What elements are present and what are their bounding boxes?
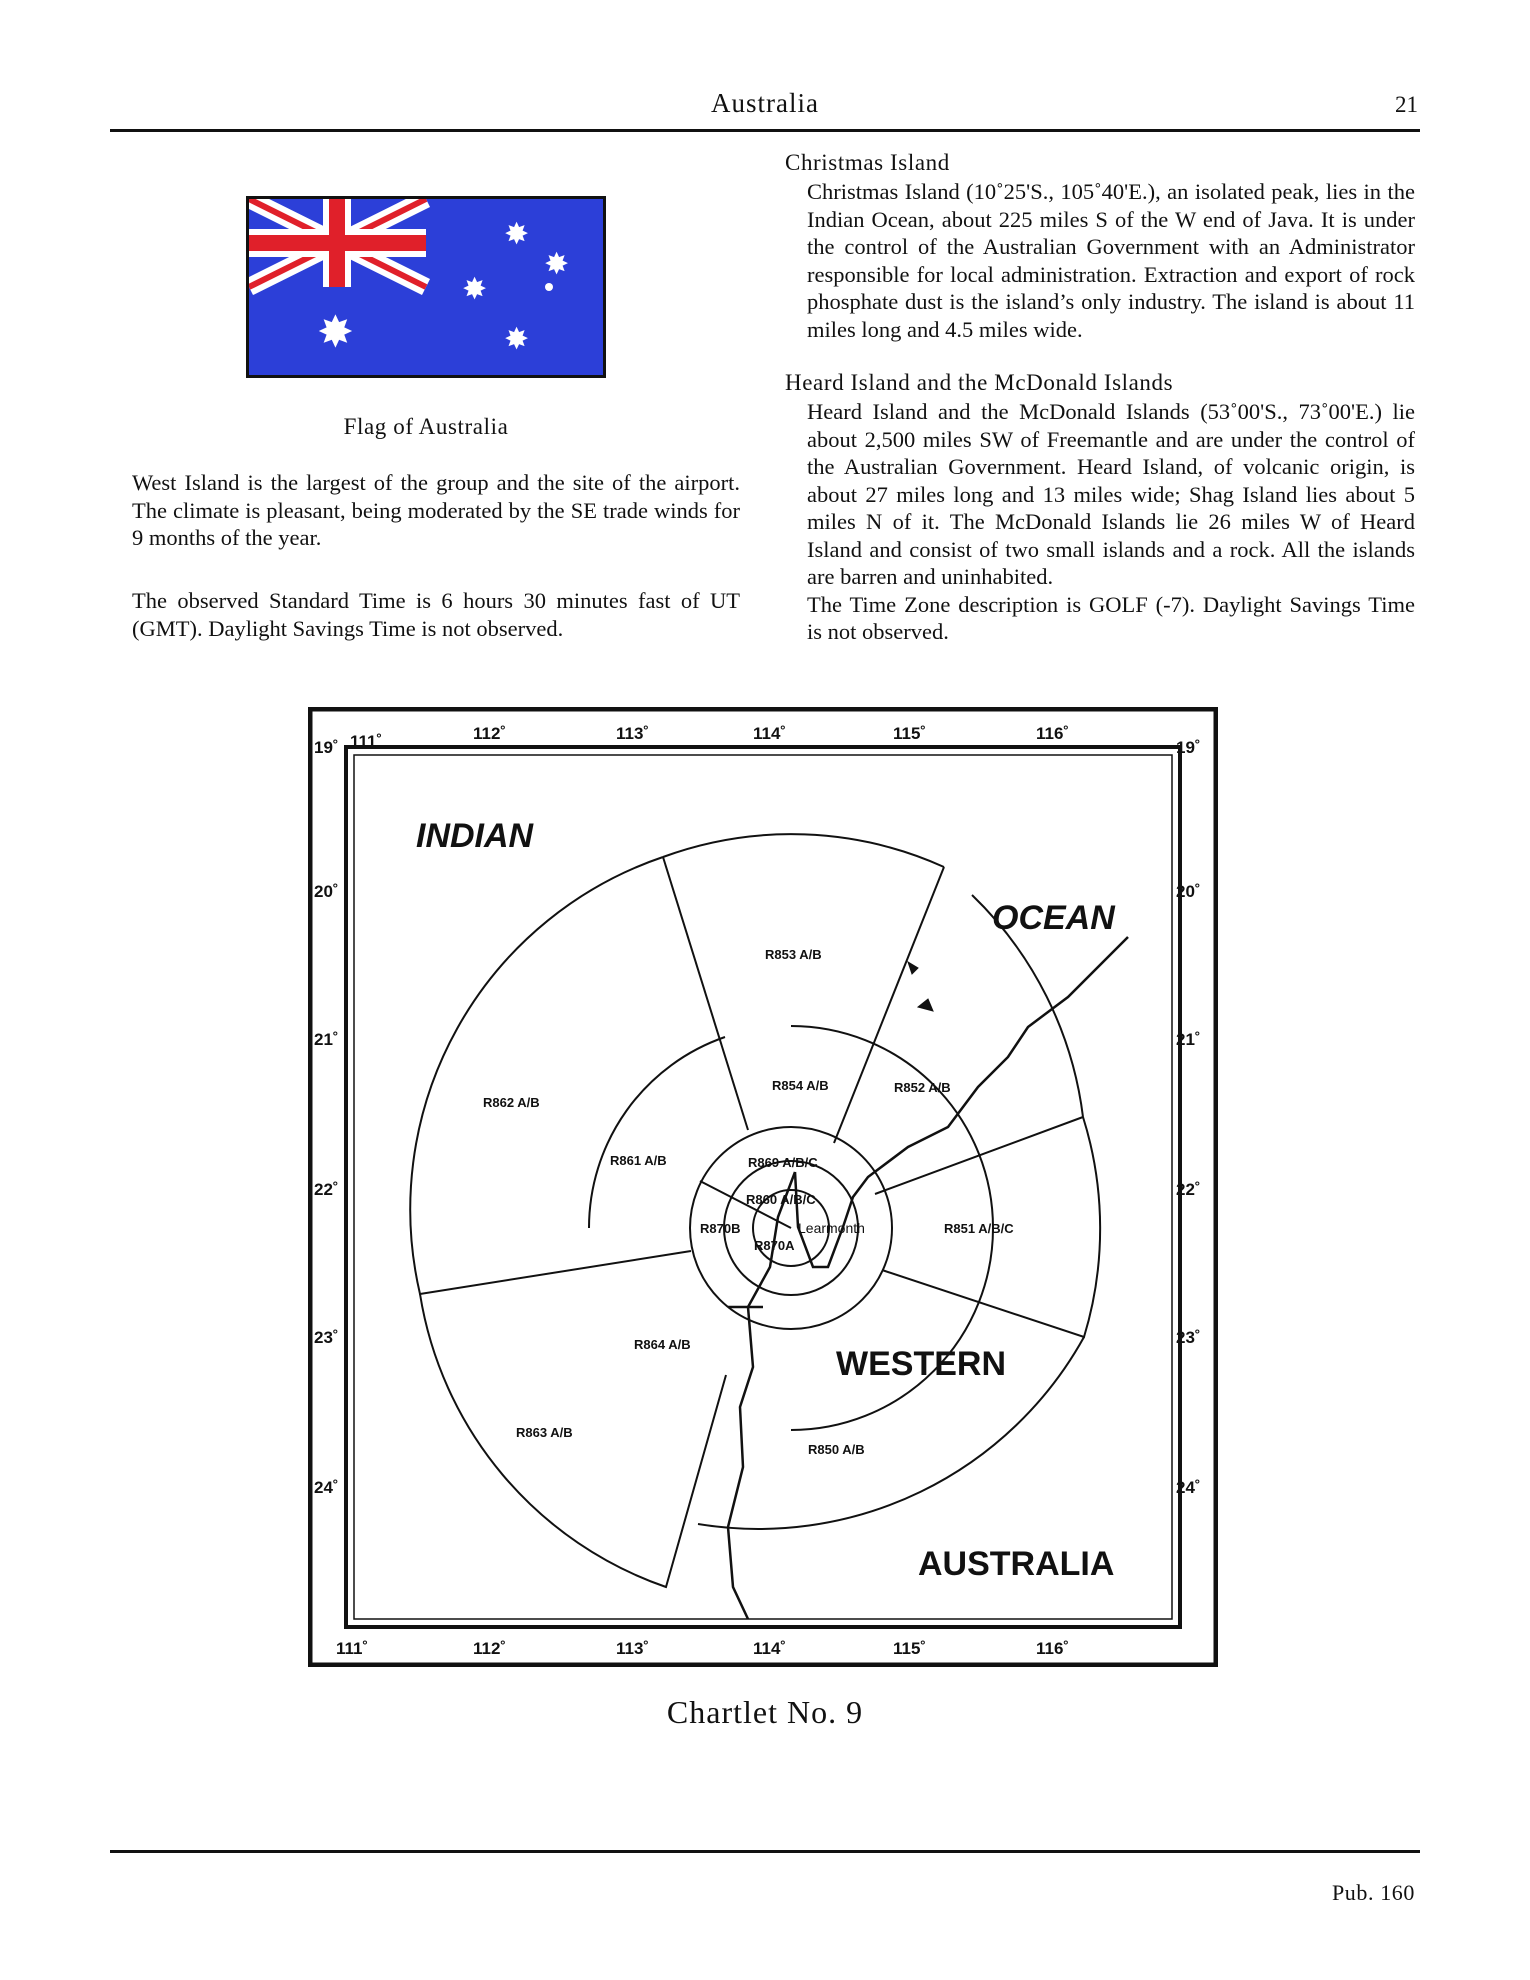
area-label: R851 A/B/C [944,1221,1014,1236]
svg-text:✸: ✸ [462,272,488,307]
lon-label: 116˚ [1036,724,1070,743]
footer-rule [110,1850,1420,1853]
chartlet-map [308,707,1218,1672]
area-label: R870B [700,1221,741,1236]
publication-number: Pub. 160 [1331,1880,1415,1905]
lat-label: 22˚ [1176,1180,1201,1199]
heard-heading: Heard Island and the McDonald Islands [785,370,1174,395]
page-number: 21 [1395,92,1418,117]
area-label: R860 A/B/C [746,1192,816,1207]
chartlet-caption: Chartlet No. 9 [666,1694,864,1730]
area-label: R852 A/B [894,1080,951,1095]
svg-text:✸: ✸ [544,247,570,282]
flag-caption: Flag of Australia [343,414,509,439]
lat-label: 20˚ [1176,882,1201,901]
paragraph-text: Christmas Island (10˚25'S., 105˚40'E.), an isolated peak, lies in the Indian Ocean, about 225 miles S of the W end of Java. It is under the control of the Australian Government with an Administrator responsible for local administration. Extraction and export of rock phosphate dust is the island’s only industry. The island is about 11 miles long and 4.5 miles wide. [807,179,1415,342]
christmas-heading: Christmas Island [785,150,950,175]
region-label-indian: INDIAN [416,817,534,855]
australia-flag-image [246,196,606,378]
paragraph-text: The Time Zone description is GOLF (-7). Daylight Savings Time is not observed. [807,591,1415,644]
left-paragraph-2 [110,587,740,642]
page-header-title: Australia [711,88,819,118]
lon-label: 113˚ [616,1639,650,1658]
lat-label: 23˚ [1176,1328,1201,1347]
area-label: R854 A/B [772,1078,829,1093]
paragraph-text: Heard Island and the McDonald Islands (53˚00'S., 73˚00'E.) lie about 2,500 miles SW of Freemantle and are under the control of the Australian Government. Heard Island, of volcanic origin, is about 27 miles long and 13 miles wide; Shag Island lies about 5 miles N of it. The McDonald Islands lie 26 miles W of Heard Island and consist of two small islands and a rock. All the islands are barren and uninhabited. [807,399,1415,589]
left-paragraph-1 [110,469,740,552]
area-label: R870A [754,1238,795,1253]
region-label-australia: AUSTRALIA [918,1545,1115,1583]
lat-label: 20˚ [314,882,339,901]
lon-label: 114˚ [753,1639,787,1658]
lon-label: 111˚ [336,1639,369,1658]
lon-label: 113˚ [616,724,650,743]
region-label-western: WESTERN [836,1345,1006,1383]
lat-label: 23˚ [314,1328,339,1347]
lat-label: 19˚ [314,738,339,757]
lon-label: 115˚ [893,724,927,743]
heard-paragraph [785,398,1415,646]
area-label: R862 A/B [483,1095,540,1110]
svg-text:✸: ✸ [504,322,530,357]
place-label-learmonth: Learmonth [798,1220,865,1236]
lon-label: 111˚ [350,732,383,751]
svg-text:✸: ✸ [317,307,354,358]
lat-label: 24˚ [1176,1478,1201,1497]
paragraph-text: The observed Standard Time is 6 hours 30 minutes fast of UT (GMT). Daylight Savings Time is not observed. [132,588,740,641]
paragraph-text: West Island is the largest of the group and the site of the airport. The climate is pleasant, being moderated by the SE trade winds for 9 months of the year. [132,470,740,550]
area-label: R850 A/B [808,1442,865,1457]
lat-label: 21˚ [1176,1030,1201,1049]
lat-label: 19˚ [1176,738,1201,757]
region-label-ocean: OCEAN [992,899,1115,937]
christmas-paragraph [785,178,1415,343]
header-rule [110,129,1420,132]
lon-label: 115˚ [893,1639,927,1658]
lat-label: 21˚ [314,1030,339,1049]
area-label: R863 A/B [516,1425,573,1440]
lon-label: 112˚ [473,724,507,743]
area-label: R853 A/B [765,947,822,962]
lat-label: 24˚ [314,1478,339,1497]
svg-text:✸: ✸ [504,217,530,252]
area-label: R869 A/B/C [748,1155,818,1170]
area-label: R861 A/B [610,1153,667,1168]
lon-label: 116˚ [1036,1639,1070,1658]
lon-label: 114˚ [753,724,787,743]
lat-label: 22˚ [314,1180,339,1199]
area-label: R864 A/B [634,1337,691,1352]
lon-label: 112˚ [473,1639,507,1658]
